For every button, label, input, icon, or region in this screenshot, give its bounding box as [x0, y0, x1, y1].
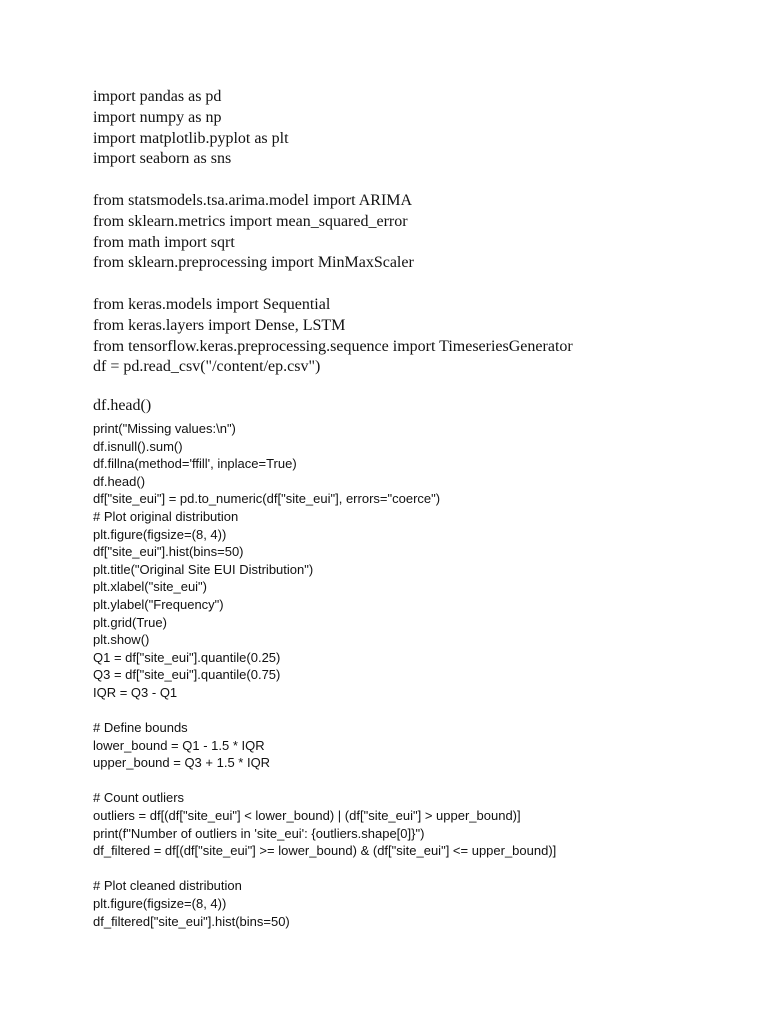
blank-line — [93, 170, 733, 191]
code-line: # Count outliers — [93, 790, 185, 806]
code-line: import pandas as pd — [93, 88, 222, 105]
code-line: outliers = df[(df["site_eui"] < lower_bound) | (df["site_eui"] > upper_bound)] — [93, 808, 521, 824]
code-line: plt.title("Original Site EUI Distribution") — [93, 561, 314, 577]
df-head-line: df.head() — [93, 397, 152, 414]
code-line: df.isnull().sum() — [93, 438, 183, 454]
code-line: from keras.models import Sequential — [93, 295, 331, 313]
code-line: lower_bound = Q1 - 1.5 * IQR — [93, 737, 265, 753]
code-line: Q3 = df["site_eui"].quantile(0.75) — [93, 667, 281, 683]
code-line: plt.show() — [93, 632, 150, 648]
code-line: from sklearn.preprocessing import MinMaxScaler — [93, 254, 414, 272]
code-line: from keras.layers import Dense, LSTM — [93, 316, 346, 334]
code-line: # Define bounds — [93, 720, 188, 736]
code-line: import seaborn as sns — [93, 150, 232, 168]
code-line: # Plot cleaned distribution — [93, 878, 242, 894]
code-line: Q1 = df["site_eui"].quantile(0.25) — [93, 649, 281, 665]
code-line: import numpy as np — [93, 108, 222, 126]
code-line: plt.figure(figsize=(8, 4)) — [93, 896, 227, 912]
code-line: IQR = Q3 - Q1 — [93, 684, 178, 700]
code-line: plt.ylabel("Frequency") — [93, 596, 224, 612]
blank-line — [93, 860, 733, 878]
code-line: df_filtered = df[(df["site_eui"] >= lower_bound) & (df["site_eui"] <= upper_bound)] — [93, 843, 557, 859]
code-line: from statsmodels.tsa.arima.model import ARIMA — [93, 191, 413, 209]
code-line: print(f"Number of outliers in 'site_eui': {outliers.shape[0]}") — [93, 825, 425, 841]
analysis-code-block — [93, 420, 733, 930]
blank-line — [93, 772, 733, 790]
code-line: df.fillna(method='ffill', inplace=True) — [93, 456, 297, 472]
code-line: from sklearn.metrics import mean_squared_error — [93, 212, 408, 230]
code-line: from tensorflow.keras.preprocessing.sequence import TimeseriesGenerator — [93, 337, 573, 355]
code-line: df["site_eui"] = pd.to_numeric(df["site_eui"], errors="coerce") — [93, 491, 441, 507]
code-line: from math import sqrt — [93, 233, 235, 251]
blank-line — [93, 702, 733, 720]
blank-line — [93, 274, 733, 295]
code-line: plt.xlabel("site_eui") — [93, 579, 208, 595]
code-line: # Plot original distribution — [93, 508, 239, 524]
code-line: print("Missing values:\n") — [93, 421, 236, 436]
import-block — [93, 87, 733, 378]
code-line: df.head() — [93, 473, 146, 489]
code-line: upper_bound = Q3 + 1.5 * IQR — [93, 755, 271, 771]
code-line: import matplotlib.pyplot as plt — [93, 129, 289, 147]
code-line: df["site_eui"].hist(bins=50) — [93, 544, 244, 560]
code-line: df_filtered["site_eui"].hist(bins=50) — [93, 913, 290, 929]
code-line: plt.grid(True) — [93, 614, 167, 630]
code-line: plt.figure(figsize=(8, 4)) — [93, 526, 227, 542]
code-line: df = pd.read_csv("/content/ep.csv") — [93, 358, 321, 376]
